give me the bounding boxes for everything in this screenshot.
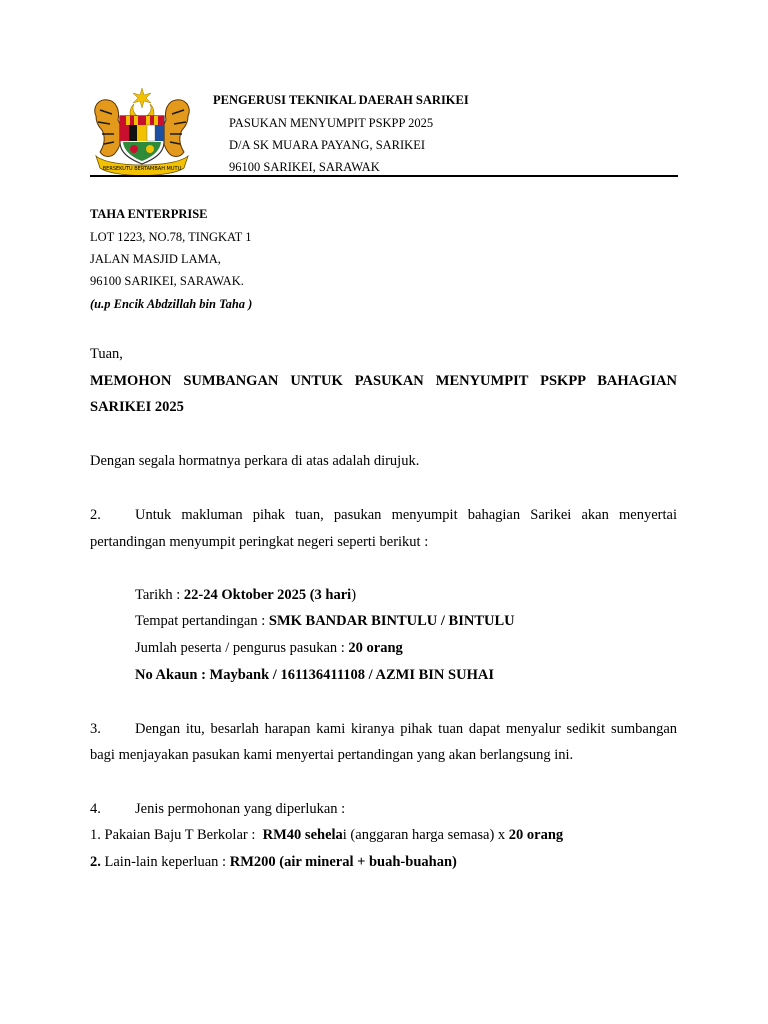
request-item-1 [90,827,563,844]
item-1-quantity: 20 orang [508,827,564,843]
header-address-line-2: D/A SK MUARA PAYANG, SARIKEI [229,138,425,152]
header-divider [90,175,678,177]
tarikh-value: 22-24 Oktober 2025 (3 hari [183,587,352,603]
jumlah-value: 20 orang [348,640,403,656]
paragraph-2-number: 2. [90,507,101,523]
paragraph-3-line-1: Dengan itu, besarlah harapan kami kiranya pihak tuan dapat menyalur sedikit sumbangan [135,721,677,737]
detail-jumlah [135,640,403,657]
paragraph-4-text: Jenis permohonan yang diperlukan : [135,801,346,817]
recipient-attention: (u.p Encik Abdzillah bin Taha ) [90,297,253,311]
crest-motto: BERSEKUTU BERTAMBAH MUTU [102,166,182,172]
tempat-label: Tempat pertandingan : [135,613,269,629]
request-item-2 [90,854,457,871]
header-address-line-3: 96100 SARIKEI, SARAWAK [229,160,380,174]
item-2-amount: RM200 (air mineral + buah-buahan) [229,854,457,870]
recipient-line-3: 96100 SARIKEI, SARAWAK. [90,274,244,288]
item-1-note: i (anggaran harga semasa) x [342,827,509,843]
subject-line-1: MEMOHON SUMBANGAN UNTUK PASUKAN MENYUMPIT PSKPP BAHAGIAN [90,373,677,389]
item-1-price: RM40 sehela [262,827,343,843]
jumlah-label: Jumlah peserta / pengurus pasukan : [135,640,349,656]
paragraph-1: Dengan segala hormatnya perkara di atas adalah dirujuk. [90,453,420,469]
tarikh-label: Tarikh : [135,587,184,603]
recipient-line-2: JALAN MASJID LAMA, [90,252,221,266]
tempat-value: SMK BANDAR BINTULU / BINTULU [268,613,515,629]
item-2-label: Lain-lain keperluan : [100,854,230,870]
tarikh-close: ) [351,587,357,603]
salutation: Tuan, [90,346,123,362]
recipient-name: TAHA ENTERPRISE [90,207,208,221]
malaysia-coat-of-arms-icon [90,86,194,178]
paragraph-2-line-1: Untuk makluman pihak tuan, pasukan menyumpit bahagian Sarikei akan menyertai [135,507,677,523]
paragraph-2-line-2: pertandingan menyumpit peringkat negeri seperti berikut : [90,534,429,550]
header-address-line-1: PASUKAN MENYUMPIT PSKPP 2025 [229,116,434,130]
recipient-line-1: LOT 1223, NO.78, TINGKAT 1 [90,230,252,244]
subject-line-2: SARIKEI 2025 [90,399,184,415]
detail-tempat [135,613,515,630]
org-name: PENGERUSI TEKNIKAL DAERAH SARIKEI [213,93,469,107]
item-1-label: 1. Pakaian Baju T Berkolar : [90,827,263,843]
paragraph-3-number: 3. [90,721,101,737]
item-2-number: 2. [90,854,101,870]
detail-tarikh [135,587,356,604]
paragraph-4-number: 4. [90,801,101,817]
paragraph-3-line-2: bagi menjayakan pasukan kami menyertai pertandingan yang akan berlangsung ini. [90,747,574,763]
detail-akaun: No Akaun : Maybank / 161136411108 / AZMI BIN SUHAI [135,667,494,683]
